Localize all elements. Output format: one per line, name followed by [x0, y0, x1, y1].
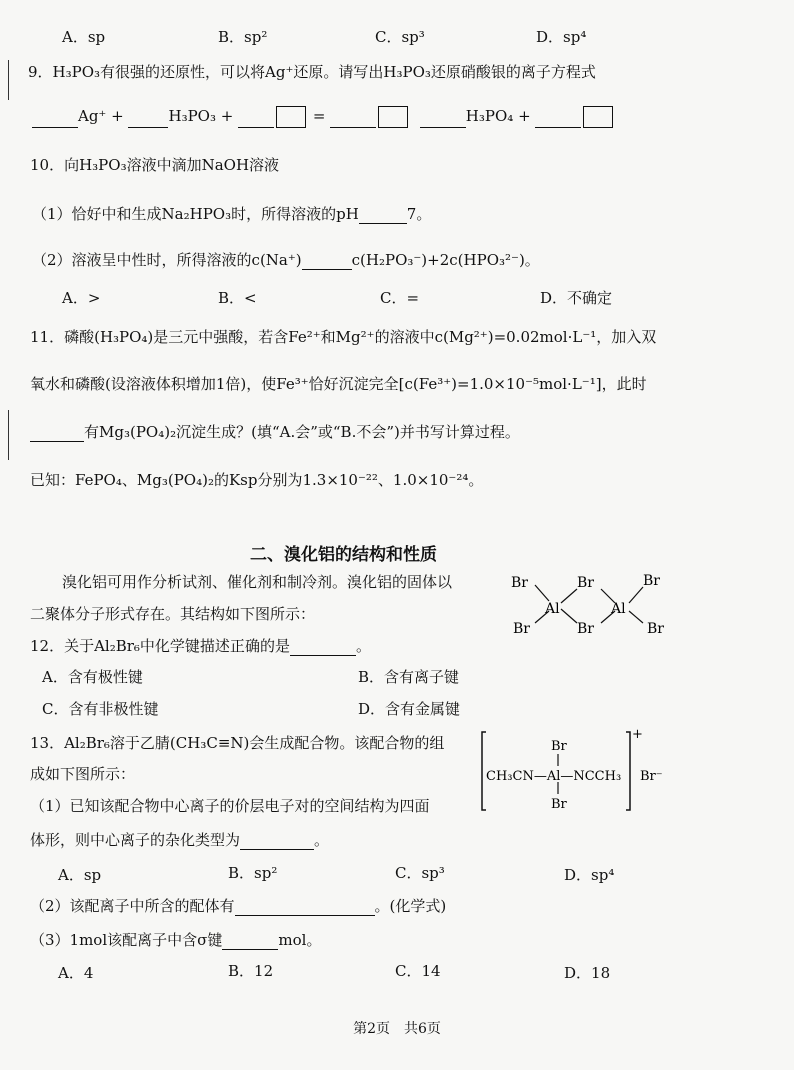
blank[interactable]	[302, 253, 352, 270]
answer-box[interactable]	[378, 106, 408, 128]
q12-choice-a: A．含有极性键	[42, 668, 143, 686]
blank[interactable]	[235, 899, 375, 916]
q13-stem-1: 13．Al₂Br₆溶于乙腈(CH₃C≡N)会生成配合物。该配合物的组	[30, 734, 445, 752]
al-atom: Al	[545, 601, 560, 617]
q13-choice-c: C．sp³	[395, 864, 445, 882]
q13-3-choice-c: C．14	[395, 962, 441, 980]
q11-line3: 有Mg₃(PO₄)₂沉淀生成？(填“A.会”或“B.不会”)并书写计算过程。	[30, 422, 520, 442]
q12-choice-b: B．含有离子键	[358, 668, 460, 686]
q10-part1: （1）恰好中和生成Na₂HPO₃时，所得溶液的pH 7。	[32, 205, 432, 223]
complex-ion-structure	[478, 726, 678, 818]
q10-choice-b: B．<	[218, 289, 257, 307]
section-title: 二、溴化铝的结构和性质	[250, 545, 437, 565]
margin-mark	[8, 60, 9, 100]
q10-choice-d: D．不确定	[540, 289, 613, 307]
br-atom: Br	[647, 621, 664, 637]
choice-d: D．sp⁴	[536, 28, 587, 46]
al-atom: Al	[611, 601, 626, 617]
blank[interactable]	[128, 111, 168, 128]
q12-choice-c: C．含有非极性键	[42, 700, 159, 718]
charge: +	[632, 727, 643, 742]
q13-choice-d: D．sp⁴	[564, 866, 615, 884]
q11-line2: 氧水和磷酸(设溶液体积增加1倍)，使Fe³⁺恰好沉淀完全[c(Fe³⁺)=1.0×10⁻⁵mol·L⁻¹]，此时	[30, 375, 647, 393]
q12-choice-d: D．含有金属键	[358, 700, 461, 718]
q13-choice-a: A．sp	[58, 866, 102, 884]
br-atom: Br	[511, 575, 528, 591]
q10-choice-a: A．>	[62, 289, 101, 307]
q11-line1: 11．磷酸(H₃PO₄)是三元中强酸，若含Fe²⁺和Mg²⁺的溶液中c(Mg²⁺)=0.02mol·L⁻¹，加入双	[30, 328, 657, 346]
br-atom: Br	[577, 621, 594, 637]
blank[interactable]	[535, 111, 581, 128]
margin-mark	[8, 410, 9, 460]
q9-stem: 9．H₃PO₃有很强的还原性，可以将Ag⁺还原。请写出H₃PO₃还原硝酸银的离子方程式	[28, 63, 596, 81]
al2br6-structure	[505, 565, 675, 640]
blank[interactable]	[240, 833, 314, 850]
q13-3-choice-d: D．18	[564, 964, 611, 982]
q13-part1-a: （1）已知该配合物中心离子的价层电子对的空间结构为四面	[30, 797, 430, 815]
blank[interactable]	[32, 111, 78, 128]
blank[interactable]	[330, 111, 376, 128]
choice-a: A．sp	[62, 28, 106, 46]
q12-stem: 12．关于Al₂Br₆中化学键描述正确的是 。	[30, 637, 371, 655]
section-intro-2: 二聚体分子形式存在。其结构如下图所示：	[30, 605, 316, 623]
answer-box[interactable]	[583, 106, 613, 128]
counter-ion: Br⁻	[640, 769, 663, 784]
q11-known: 已知：FePO₄、Mg₃(PO₄)₂的Ksp分别为1.3×10⁻²²、1.0×10⁻²⁴。	[30, 471, 484, 489]
blank[interactable]	[30, 425, 84, 442]
q10-choice-c: C．=	[380, 289, 420, 307]
blank[interactable]	[222, 933, 278, 950]
br-atom: Br	[513, 621, 530, 637]
complex-formula: CH₃CN—Al—NCCH₃	[486, 769, 622, 784]
q13-3-choice-b: B．12	[228, 962, 274, 980]
q9-equation: Ag⁺ + H₃PO₃ + = H₃PO₄ +	[32, 106, 615, 128]
br-atom: Br	[577, 575, 594, 591]
q10-title: 10．向H₃PO₃溶液中滴加NaOH溶液	[30, 156, 280, 174]
section-intro-1: 溴化铝可用作分析试剂、催化剂和制冷剂。溴化铝的固体以	[62, 573, 453, 591]
q13-part2: （2）该配离子中所含的配体有 。(化学式)	[30, 897, 447, 915]
blank[interactable]	[359, 207, 407, 224]
br-ligand: Br	[551, 797, 567, 812]
blank[interactable]	[238, 111, 274, 128]
br-atom: Br	[643, 573, 660, 589]
q13-part3: （3）1mol该配离子中含σ键 mol。	[30, 931, 322, 949]
choice-c: C．sp³	[375, 28, 425, 46]
choice-b: B．sp²	[218, 28, 268, 46]
q13-choice-b: B．sp²	[228, 864, 278, 882]
br-ligand: Br	[551, 739, 567, 754]
q13-3-choice-a: A．4	[58, 964, 94, 982]
answer-box[interactable]	[276, 106, 306, 128]
q10-part2: （2）溶液呈中性时，所得溶液的c(Na⁺) c(H₂PO₃⁻)+2c(HPO₃²⁻)。	[32, 251, 540, 269]
page-footer: 第2页 共6页	[353, 1021, 441, 1037]
q13-part1-b: 体形，则中心离子的杂化类型为 。	[30, 831, 330, 849]
blank[interactable]	[420, 111, 466, 128]
q13-stem-2: 成如下图所示：	[30, 765, 136, 783]
blank[interactable]	[290, 639, 356, 656]
